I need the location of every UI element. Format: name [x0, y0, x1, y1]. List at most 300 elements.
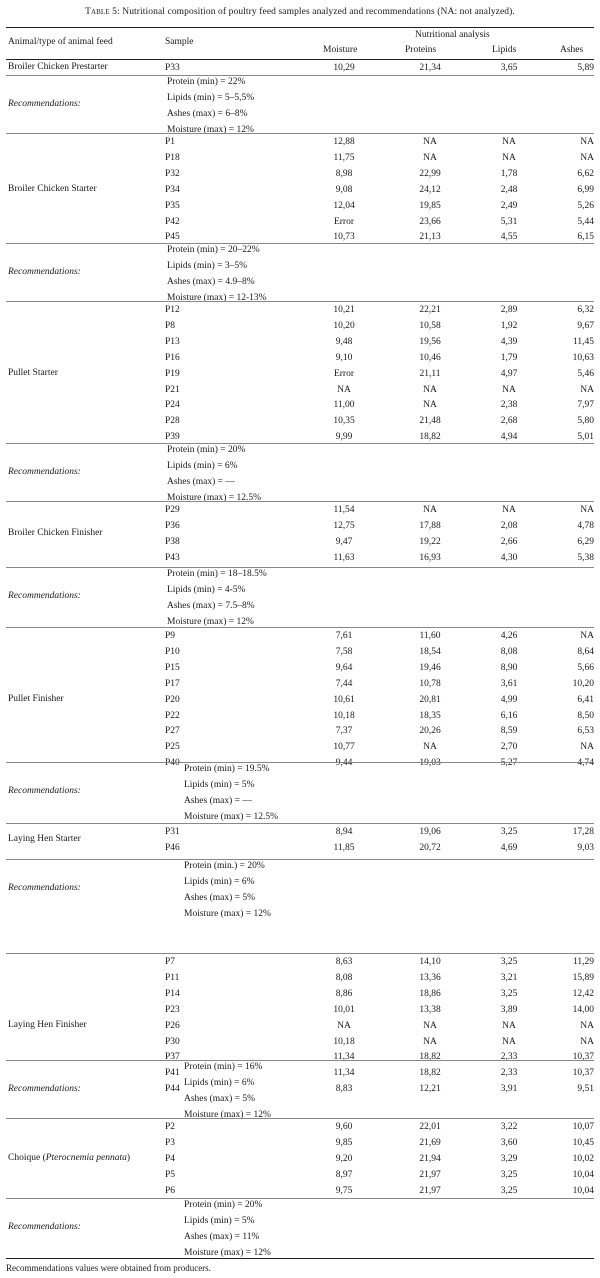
moisture-cell: Error	[333, 216, 355, 227]
table-row	[6, 334, 594, 351]
sample-cell: P38	[165, 536, 180, 547]
table-row	[6, 1119, 594, 1136]
sample-cell: P17	[165, 678, 180, 689]
lipids-cell: 3,25	[500, 1169, 518, 1180]
moisture-cell: 7,44	[335, 678, 353, 689]
moisture-cell: 9,99	[335, 432, 353, 443]
sample-cell: P13	[165, 336, 180, 347]
moisture-cell: 8,98	[335, 168, 353, 179]
moisture-cell: 9,08	[335, 184, 353, 195]
recommendation-line: Moisture (max) = 12%	[184, 1109, 271, 1120]
ashes-cell: NA	[580, 384, 594, 395]
table-row	[6, 1034, 594, 1051]
group-label	[8, 62, 108, 72]
sample-cell: P43	[165, 552, 180, 563]
ashes-cell: NA	[580, 1036, 594, 1047]
ashes-cell: 6,41	[577, 694, 594, 705]
lipids-cell: NA	[502, 384, 516, 395]
table-row	[6, 1081, 594, 1098]
table-row	[6, 302, 594, 319]
row-separator	[6, 859, 594, 860]
recommendation-line: Protein (min.) = 20%	[184, 861, 265, 871]
sample-cell: P44	[165, 1084, 180, 1095]
ashes-cell: 10,02	[572, 1153, 594, 1164]
table-row	[6, 397, 594, 414]
moisture-cell: 11,85	[333, 842, 355, 853]
table-row	[6, 134, 594, 151]
table-row	[6, 318, 594, 335]
sample-cell: P8	[165, 320, 176, 331]
moisture-cell: 8,63	[335, 957, 353, 967]
recommendations-label: Recommendations:	[8, 882, 81, 893]
group-label-text: Laying Hen Starter	[8, 833, 81, 844]
ashes-cell: 10,45	[572, 1137, 594, 1148]
sample-cell: P6	[165, 1185, 176, 1196]
recommendation-line: Ashes (max) = 5%	[184, 892, 256, 903]
table-row	[6, 1065, 594, 1082]
recommendation-line: Ashes (max) = 4.9–8%	[167, 276, 255, 287]
ashes-cell: 6,99	[577, 184, 594, 195]
moisture-cell: 8,94	[335, 827, 353, 837]
moisture-cell: 11,54	[333, 505, 355, 515]
recommendation-line: Moisture (max) = 12.5%	[167, 492, 262, 503]
sample-cell: P15	[165, 662, 180, 673]
moisture-cell: 10,73	[333, 232, 355, 243]
ashes-cell: 6,15	[577, 232, 594, 243]
sample-cell: P39	[165, 432, 180, 443]
group-label-text: Broiler Chicken Prestarter	[8, 61, 108, 72]
table-row	[6, 166, 594, 183]
recommendations-label: Recommendations:	[8, 266, 81, 277]
lipids-cell: 2,68	[500, 416, 518, 427]
sample-cell: P20	[165, 694, 180, 705]
proteins-cell: 22,21	[419, 305, 441, 315]
sample-cell: P4	[165, 1153, 176, 1164]
moisture-cell: 12,04	[333, 200, 355, 211]
lipids-cell: 4,30	[500, 552, 518, 563]
proteins-cell: NA	[423, 742, 437, 753]
sample-cell: P36	[165, 520, 180, 531]
ashes-cell: 14,00	[572, 1004, 594, 1015]
ashes-cell: 5,89	[577, 63, 594, 73]
ashes-cell: 9,51	[577, 1084, 594, 1095]
table-row	[6, 366, 594, 383]
lipids-cell: 3,60	[500, 1137, 518, 1148]
table-row	[6, 413, 594, 430]
lipids-cell: 1,78	[500, 168, 518, 179]
group-label	[8, 368, 58, 378]
table-row	[6, 150, 594, 167]
proteins-cell: 18,82	[419, 432, 441, 443]
proteins-cell: 21,34	[419, 63, 441, 73]
sample-cell: P45	[165, 232, 180, 243]
ashes-cell: 17,28	[572, 827, 594, 837]
sample-cell: P28	[165, 416, 180, 427]
ashes-cell: 5,44	[577, 216, 594, 227]
lipids-cell: 2,49	[500, 200, 518, 211]
proteins-cell: 18,54	[419, 646, 441, 657]
header-proteins: Proteins	[405, 45, 437, 55]
moisture-cell: NA	[337, 384, 351, 395]
group-label-text: Broiler Chicken Starter	[8, 183, 97, 194]
table-row	[6, 660, 594, 677]
proteins-cell: 23,66	[419, 216, 441, 227]
sample-cell: P32	[165, 168, 180, 179]
sample-cell: P25	[165, 742, 180, 753]
table-row	[6, 970, 594, 987]
lipids-cell: 2,08	[500, 520, 518, 531]
recommendation-line: Lipids (min) = 6%	[184, 876, 255, 887]
proteins-cell: 10,78	[419, 678, 441, 689]
ashes-cell: NA	[580, 631, 594, 641]
sample-cell: P22	[165, 710, 180, 721]
sample-cell: P19	[165, 368, 180, 379]
proteins-cell: 19,56	[419, 336, 441, 347]
table-row	[6, 1002, 594, 1019]
lipids-cell: 2,70	[500, 742, 518, 753]
recommendation-line: Moisture (max) = 12%	[167, 616, 254, 627]
proteins-cell: 18,82	[419, 1068, 441, 1079]
moisture-cell: 8,83	[335, 1084, 353, 1095]
ashes-cell: 5,01	[577, 432, 594, 443]
header-nutritional-analysis: Nutritional analysis	[415, 30, 490, 40]
table-row	[6, 550, 594, 567]
group-label	[8, 528, 102, 538]
lipids-cell: 2,33	[500, 1068, 518, 1079]
proteins-cell: 21,11	[419, 368, 441, 379]
ashes-cell: 11,45	[572, 336, 594, 347]
sample-cell: P14	[165, 988, 180, 999]
row-separator	[6, 1198, 594, 1199]
proteins-cell: 21,94	[419, 1153, 441, 1164]
proteins-cell: 21,69	[419, 1137, 441, 1148]
moisture-cell: 7,61	[335, 631, 353, 641]
moisture-cell: 10,18	[333, 710, 355, 721]
sample-cell: P40	[165, 758, 180, 769]
ashes-cell: NA	[580, 152, 594, 163]
row-separator	[6, 243, 594, 244]
group-label-text: Pullet Finisher	[8, 693, 64, 704]
lipids-cell: 3,25	[500, 1185, 518, 1196]
proteins-cell: 20,26	[419, 726, 441, 737]
table-row	[6, 692, 594, 709]
recommendations-label: Recommendations:	[8, 590, 81, 601]
moisture-cell: 7,37	[335, 726, 353, 737]
recommendation-line: Moisture (max) = 12%	[167, 124, 254, 135]
recommendation-line: Protein (min) = 20–22%	[167, 245, 260, 255]
table-row	[6, 708, 594, 725]
recommendations-label: Recommendations:	[8, 785, 81, 796]
ashes-cell: 8,50	[577, 710, 594, 721]
table-row	[6, 739, 594, 756]
recommendation-line: Protein (min) = 20%	[184, 1200, 263, 1210]
ashes-cell: NA	[580, 505, 594, 515]
ashes-cell: 6,62	[577, 168, 594, 179]
table-top-rule	[6, 27, 594, 28]
ashes-cell: 10,20	[572, 678, 594, 689]
sample-cell: P1	[165, 137, 176, 147]
group-label	[8, 834, 81, 844]
ashes-cell: 6,53	[577, 726, 594, 737]
moisture-cell: 9,48	[335, 336, 353, 347]
sample-cell: P11	[165, 972, 180, 983]
lipids-cell: 2,66	[500, 536, 518, 547]
sample-cell: P37	[165, 1052, 180, 1063]
moisture-cell: 12,88	[333, 137, 355, 147]
recommendation-line: Moisture (max) = 12%	[184, 1247, 271, 1258]
group-label-species: Pterocnemia pennata	[45, 1152, 127, 1163]
recommendation-line: Ashes (max) = 7.5–8%	[167, 600, 255, 611]
moisture-cell: 8,08	[335, 972, 353, 983]
lipids-cell: NA	[502, 137, 516, 147]
table-row	[6, 214, 594, 231]
table-row	[6, 382, 594, 399]
lipids-cell: 3,21	[500, 972, 518, 983]
recommendation-line: Lipids (min) = 6%	[184, 1077, 255, 1088]
ashes-cell: 10,07	[572, 1122, 594, 1132]
moisture-cell: 10,77	[333, 742, 355, 753]
sample-cell: P26	[165, 1020, 180, 1031]
ashes-cell: 8,64	[577, 646, 594, 657]
moisture-cell: 9,60	[335, 1122, 353, 1132]
group-label	[8, 184, 97, 194]
recommendation-line: Ashes (max) = —	[167, 476, 235, 487]
moisture-cell: 10,21	[333, 305, 355, 315]
table-row	[6, 723, 594, 740]
moisture-cell: 9,64	[335, 662, 353, 673]
ashes-cell: 4,78	[577, 520, 594, 531]
proteins-cell: 22,01	[419, 1122, 441, 1132]
sample-cell: P24	[165, 400, 180, 411]
group-label	[8, 1020, 87, 1030]
ashes-cell: 11,29	[572, 957, 594, 967]
recommendation-line: Protein (min) = 20%	[167, 445, 246, 455]
proteins-cell: 18,82	[419, 1052, 441, 1063]
proteins-cell: 21,97	[419, 1185, 441, 1196]
sample-cell: P31	[165, 827, 180, 837]
recommendation-line: Lipids (min) = 6%	[167, 460, 238, 471]
group-label-text: Laying Hen Finisher	[8, 1019, 87, 1030]
table-row	[6, 502, 594, 519]
lipids-cell: 8,59	[500, 726, 518, 737]
proteins-cell: NA	[423, 1020, 437, 1031]
proteins-cell: NA	[423, 152, 437, 163]
header-ashes: Ashes	[560, 45, 584, 55]
sample-cell: P9	[165, 631, 176, 641]
recommendation-line: Lipids (min) = 5%	[184, 779, 255, 790]
proteins-cell: 18,86	[419, 988, 441, 999]
proteins-cell: 19,46	[419, 662, 441, 673]
lipids-cell: 4,94	[500, 432, 518, 443]
ashes-cell: 10,37	[572, 1052, 594, 1063]
table-row	[6, 824, 594, 841]
proteins-cell: NA	[423, 1036, 437, 1047]
lipids-cell: 2,38	[500, 400, 518, 411]
sample-cell: P16	[165, 352, 180, 363]
sample-cell: P42	[165, 216, 180, 227]
recommendation-line: Lipids (min) = 5%	[184, 1215, 255, 1226]
moisture-cell: 10,29	[333, 63, 355, 73]
lipids-cell: 4,55	[500, 232, 518, 243]
lipids-cell: NA	[502, 1020, 516, 1031]
recommendation-line: Ashes (max) = —	[184, 795, 252, 806]
group-label-tail: )	[126, 1152, 131, 1163]
recommendation-line: Ashes (max) = 5%	[184, 1093, 256, 1104]
recommendation-line: Protein (min) = 16%	[184, 1062, 263, 1072]
recommendation-line: Moisture (max) = 12.5%	[184, 811, 279, 822]
proteins-cell: 13,36	[419, 972, 441, 983]
table-row	[6, 1135, 594, 1152]
row-separator	[6, 1060, 594, 1061]
moisture-cell: 8,97	[335, 1169, 353, 1180]
proteins-cell: 14,10	[419, 957, 441, 967]
moisture-cell: 10,20	[333, 320, 355, 331]
sample-cell: P18	[165, 152, 180, 163]
moisture-cell: Error	[333, 368, 355, 379]
proteins-cell: 12,21	[419, 1084, 441, 1095]
lipids-cell: 3,22	[500, 1122, 518, 1132]
table-row	[6, 1167, 594, 1184]
sample-cell: P33	[165, 63, 180, 73]
ashes-cell: 9,03	[577, 842, 594, 853]
lipids-cell: 3,65	[500, 63, 518, 73]
lipids-cell: 3,61	[500, 678, 518, 689]
lipids-cell: NA	[502, 505, 516, 515]
moisture-cell: 10,01	[333, 1004, 355, 1015]
lipids-cell: 8,90	[500, 662, 518, 673]
moisture-cell: 9,47	[335, 536, 353, 547]
lipids-cell: 4,99	[500, 694, 518, 705]
recommendation-line: Lipids (min) = 3–5%	[167, 260, 248, 271]
lipids-cell: 3,25	[500, 827, 518, 837]
lipids-cell: 1,79	[500, 352, 518, 363]
lipids-cell: 3,29	[500, 1153, 518, 1164]
proteins-cell: 19,22	[419, 536, 441, 547]
header-animal: Animal/type of animal feed	[8, 37, 113, 47]
lipids-cell: 4,26	[500, 631, 518, 641]
proteins-cell: 16,93	[419, 552, 441, 563]
sample-cell: P3	[165, 1137, 176, 1148]
ashes-cell: 5,66	[577, 662, 594, 673]
ashes-cell: 15,89	[572, 972, 594, 983]
ashes-cell: 4,74	[577, 758, 594, 769]
sample-cell: P29	[165, 505, 180, 515]
table-caption-text: Nutritional composition of poultry feed samples analyzed and recommendations (NA: not analyzed).	[122, 7, 515, 17]
moisture-cell: 10,18	[333, 1036, 355, 1047]
proteins-cell: 17,88	[419, 520, 441, 531]
moisture-cell: NA	[337, 1020, 351, 1031]
proteins-cell: 24,12	[419, 184, 441, 195]
lipids-cell: NA	[502, 152, 516, 163]
moisture-cell: 11,75	[333, 152, 355, 163]
recommendation-line: Protein (min) = 19.5%	[184, 764, 270, 774]
proteins-cell: 21,97	[419, 1169, 441, 1180]
moisture-cell: 10,35	[333, 416, 355, 427]
lipids-cell: 4,69	[500, 842, 518, 853]
proteins-cell: 19,03	[419, 758, 441, 769]
recommendation-line: Moisture (max) = 12%	[184, 908, 271, 919]
sample-cell: P23	[165, 1004, 180, 1015]
ashes-cell: 5,80	[577, 416, 594, 427]
row-separator	[6, 75, 594, 76]
recommendations-label: Recommendations:	[8, 1083, 81, 1094]
table-caption	[0, 7, 600, 17]
table-row	[6, 350, 594, 367]
moisture-cell: 9,10	[335, 352, 353, 363]
recommendations-label: Recommendations:	[8, 1221, 81, 1232]
proteins-cell: 22,99	[419, 168, 441, 179]
group-label	[8, 694, 64, 704]
ashes-cell: 6,32	[577, 305, 594, 315]
moisture-cell: 9,85	[335, 1137, 353, 1148]
lipids-cell: 2,33	[500, 1052, 518, 1063]
table-row	[6, 954, 594, 971]
ashes-cell: 10,04	[572, 1185, 594, 1196]
sample-cell: P5	[165, 1169, 176, 1180]
table-bottom-rule	[6, 1258, 594, 1259]
moisture-cell: 8,86	[335, 988, 353, 999]
table-row	[6, 840, 594, 857]
proteins-cell: 20,72	[419, 842, 441, 853]
lipids-cell: 3,25	[500, 957, 518, 967]
recommendation-line: Protein (min) = 22%	[167, 77, 246, 87]
recommendation-line: Lipids (min) = 5–5,5%	[167, 92, 255, 103]
ashes-cell: 10,37	[572, 1068, 594, 1079]
moisture-cell: 9,75	[335, 1185, 353, 1196]
proteins-cell: 10,46	[419, 352, 441, 363]
lipids-cell: 1,92	[500, 320, 518, 331]
table-row	[6, 676, 594, 693]
header-lipids: Lipids	[492, 45, 517, 55]
proteins-cell: 19,06	[419, 827, 441, 837]
ashes-cell: 12,42	[572, 988, 594, 999]
proteins-cell: 18,35	[419, 710, 441, 721]
table-row	[6, 198, 594, 215]
lipids-cell: 5,31	[500, 216, 518, 227]
table-row	[6, 986, 594, 1003]
sample-cell: P21	[165, 384, 180, 395]
proteins-cell: 21,13	[419, 232, 441, 243]
recommendation-line: Lipids (min) = 4-5%	[167, 584, 246, 595]
moisture-cell: 10,61	[333, 694, 355, 705]
recommendation-line: Protein (min) = 18–18.5%	[167, 569, 267, 579]
moisture-cell: 9,20	[335, 1153, 353, 1164]
ashes-cell: 10,63	[572, 352, 594, 363]
table-footnote: Recommendations values were obtained from producers.	[6, 1263, 211, 1273]
recommendation-line: Moisture (max) = 12-13%	[167, 292, 267, 303]
sample-cell: P12	[165, 305, 180, 315]
recommendation-line: Ashes (max) = 6–8%	[167, 108, 248, 119]
moisture-cell: 11,34	[333, 1052, 355, 1063]
proteins-cell: 13,38	[419, 1004, 441, 1015]
group-label	[8, 1153, 130, 1163]
lipids-cell: 5,27	[500, 758, 518, 769]
proteins-cell: NA	[423, 400, 437, 411]
table-row	[6, 1018, 594, 1035]
proteins-cell: 10,58	[419, 320, 441, 331]
ashes-cell: 9,67	[577, 320, 594, 331]
proteins-cell: 21,48	[419, 416, 441, 427]
group-label-text: Broiler Chicken Finisher	[8, 527, 103, 538]
sample-cell: P46	[165, 842, 180, 853]
header-moisture: Moisture	[323, 45, 358, 55]
row-separator	[6, 567, 594, 568]
ashes-cell: NA	[580, 137, 594, 147]
header-sample: Sample	[165, 37, 194, 47]
group-label-text: Choique (	[8, 1152, 46, 1163]
ashes-cell: 5,26	[577, 200, 594, 211]
lipids-cell: 4,39	[500, 336, 518, 347]
